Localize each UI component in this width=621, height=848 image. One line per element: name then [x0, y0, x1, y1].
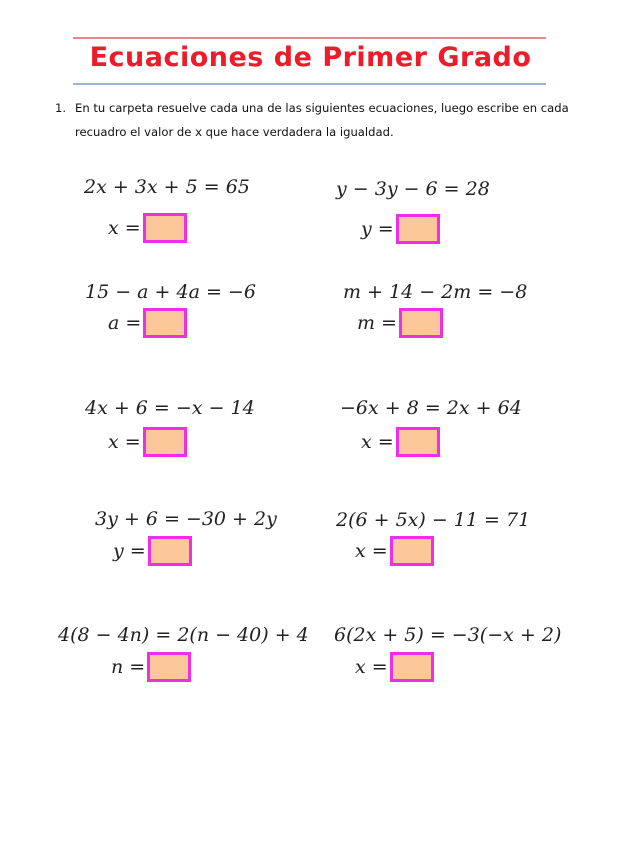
- equation-2: y − 3y − 6 = 28: [336, 178, 490, 200]
- answer-label-1: x =: [108, 217, 141, 239]
- answer-box-7[interactable]: [148, 536, 192, 566]
- answer-box-2[interactable]: [396, 214, 440, 244]
- equation-5: 4x + 6 = −x − 14: [85, 397, 255, 419]
- answer-box-9[interactable]: [147, 652, 191, 682]
- answer-9: [111, 652, 191, 682]
- answer-label-7: y =: [113, 540, 146, 562]
- answer-2: [361, 214, 440, 244]
- answer-label-6: x =: [361, 431, 394, 453]
- equation-4: m + 14 − 2m = −8: [343, 281, 528, 303]
- answer-1: [108, 213, 187, 243]
- equation-9: 4(8 − 4n) = 2(n − 40) + 4: [58, 624, 309, 646]
- answer-box-1[interactable]: [143, 213, 187, 243]
- title-top-rule: [73, 37, 546, 39]
- answer-label-4: m =: [357, 312, 397, 334]
- answer-box-3[interactable]: [143, 308, 187, 338]
- answer-label-3: a =: [108, 312, 142, 334]
- answer-label-8: x =: [355, 540, 388, 562]
- answer-4: [357, 308, 443, 338]
- instruction: [55, 96, 575, 144]
- page-title: Ecuaciones de Primer Grado: [89, 42, 532, 73]
- answer-5: [108, 427, 187, 457]
- title-bottom-rule: [73, 83, 546, 85]
- answer-box-6[interactable]: [396, 427, 440, 457]
- answer-8: [355, 536, 434, 566]
- equation-10: 6(2x + 5) = −3(−x + 2): [334, 624, 562, 646]
- instruction-text: En tu carpeta resuelve cada una de las siguientes ecuaciones, luego escribe en cada recuadro el valor de x que hace verdadera la igualdad.: [75, 101, 569, 139]
- answer-7: [113, 536, 192, 566]
- answer-label-10: x =: [355, 656, 388, 678]
- equation-1: 2x + 3x + 5 = 65: [84, 176, 250, 198]
- answer-box-5[interactable]: [143, 427, 187, 457]
- instruction-number: 1.: [55, 101, 67, 115]
- answer-box-4[interactable]: [399, 308, 443, 338]
- equation-6: −6x + 8 = 2x + 64: [340, 397, 522, 419]
- answer-label-9: n =: [111, 656, 146, 678]
- answer-10: [355, 652, 434, 682]
- answer-box-10[interactable]: [390, 652, 434, 682]
- equation-7: 3y + 6 = −30 + 2y: [95, 508, 277, 530]
- equation-3: 15 − a + 4a = −6: [85, 281, 256, 303]
- answer-box-8[interactable]: [390, 536, 434, 566]
- answer-label-2: y =: [361, 218, 394, 240]
- answer-3: [108, 308, 187, 338]
- answer-label-5: x =: [108, 431, 141, 453]
- equation-8: 2(6 + 5x) − 11 = 71: [336, 509, 531, 531]
- answer-6: [361, 427, 440, 457]
